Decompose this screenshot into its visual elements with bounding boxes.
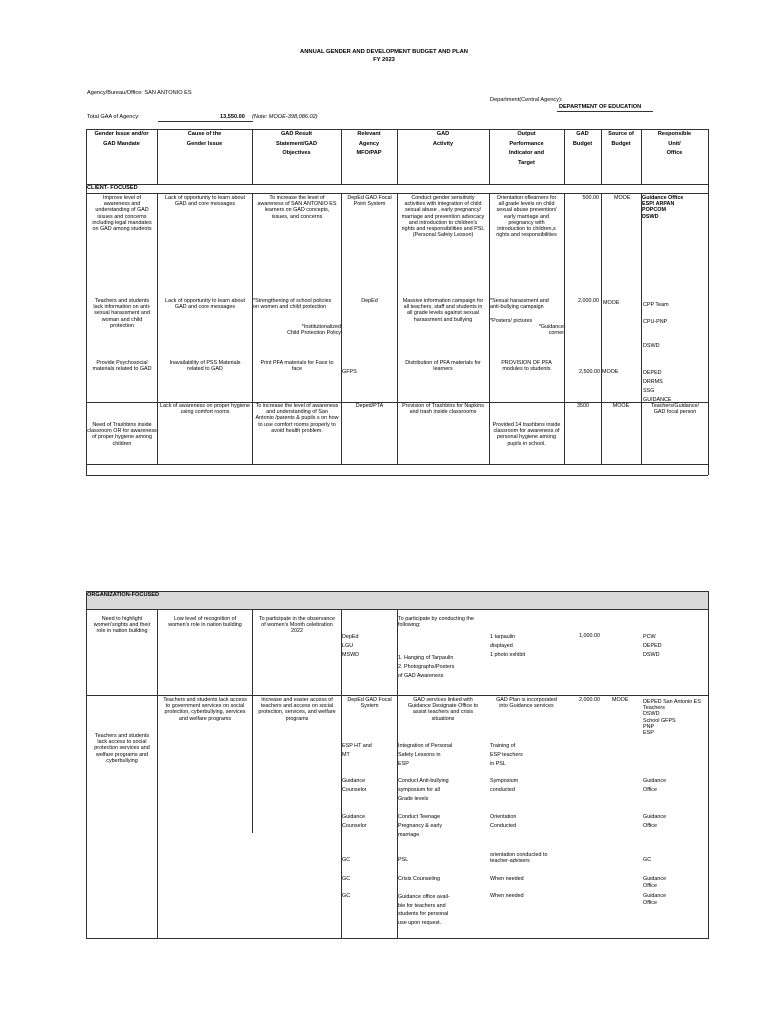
table-cell: Lack of awareness on proper hygiene using comfort rooms — [160, 403, 250, 416]
table-cell: 1,000.00 — [579, 633, 600, 639]
col-header-source: Source of Budget — [608, 131, 634, 147]
table-cell: Integration of Personal Safety Lessons in ESP — [398, 743, 453, 767]
table-cell: Crisis Counseling — [398, 876, 440, 882]
table-cell: Provided 14 trashbins inside classroom for awareness of personal hygiene among pupils in school. — [492, 422, 561, 447]
table-cell: Need of Trashbins inside classroom OR for awareness of proper hygiene among children — [87, 422, 157, 447]
table-cell: Guidance office avail- ble for teachers and students for personal use upon request. — [398, 894, 450, 926]
table-cell: Conduct Anti-bullying symposium for all Grade levels — [398, 778, 449, 802]
table-cell: DepEd — [361, 298, 378, 304]
table-cell: GC — [342, 893, 351, 899]
gaa-label: Total GAA of Agency: — [87, 114, 140, 120]
table-cell: DEPED San Antonio ES Teachers DSWD School GFPS PNP ESP — [643, 699, 701, 737]
table-cell: Guidance Office — [643, 814, 667, 829]
table-cell: Massive information campaign for all teachers, staff and students in all grade levels against sexual harassment and bullying — [402, 298, 484, 323]
gaa-note: (Note: MOOE-398,086.02) — [252, 114, 318, 120]
table-cell: 2,000.00 — [579, 697, 600, 703]
table-cell: Increase and easier access of teachers and access on social protection, services, and welfare programs — [258, 697, 336, 722]
gaa-value: 13,550.00 — [220, 114, 245, 120]
agency-label: Agency/Bureau/Office: SAN ANTONIO ES — [87, 90, 192, 96]
table-cell: Improve level of awareness and understanding of GAD issues and concerns including legal mandates on GAD among students — [92, 195, 152, 233]
col-header-office: Responsible Unit/ Office — [657, 131, 692, 156]
col-header-mfo: Relevant Agency MFO/PAP — [356, 131, 382, 156]
table-cell: CPP Team — [643, 302, 669, 308]
table-cell: Guidance Office — [643, 893, 667, 906]
table-cell: Deped/PTA — [355, 403, 384, 409]
table-cell: Guidance Counselor — [342, 814, 367, 829]
table-cell: Training of ESP teachers in PSL — [490, 743, 523, 767]
organization-focused-label: ORGANIZATION-FOCUSED — [87, 592, 159, 598]
table-cell: Distribution of PFA materials for learners — [405, 360, 481, 373]
table-cell: Provision of Trashbins for Napkins and trash inside classrooms — [402, 403, 484, 416]
table-cell: *Institutionalized Child Protection Policy — [287, 324, 341, 337]
table-cell: Guidance Office ESP/ ARPAN POPCOM DSWD — [642, 195, 684, 220]
table-cell: GC — [643, 857, 652, 863]
table-cell: Conduct gender sensitivity activities with integration of child sexual abuse , early pregnancy/ marriage and prevention advocacy and introduction to children's rights and responsibilities and PSL (Personal Safety Lesson) — [401, 195, 485, 239]
table-cell: GFPS — [342, 369, 357, 375]
client-focused-label: CLIENT- FOCUSED — [87, 185, 138, 191]
table-cell: 2,000.00 — [578, 298, 599, 304]
table-cell: Need to highlight women'srights and their role in nation building — [93, 616, 151, 635]
table-cell: PSL — [398, 857, 409, 863]
table-cell: Guidance Office — [643, 876, 667, 889]
table-cell: *Posters/ pictures — [490, 318, 533, 324]
table-cell: MOOE — [602, 369, 619, 375]
table-cell: Guidance Office — [643, 778, 667, 793]
table-cell: Print PFA materials for Face to face — [260, 360, 334, 373]
table-cell: *Sexual harassment and anti-bullying campaign — [490, 298, 549, 311]
table-cell: MOOE — [612, 697, 629, 703]
table-cell: ESP HT and MT — [342, 743, 372, 758]
table-cell: To participate in the observance of women's Month celebration 2022 — [258, 616, 336, 635]
col-header-cause: Cause of the Gender Issue — [186, 131, 223, 147]
table-cell: CPU-PNP — [643, 319, 668, 325]
table-cell: DepEd LGU MSWD — [342, 634, 360, 658]
table-cell: Lack of opportunity to learn about GAD and core messages — [164, 195, 245, 208]
table-cell: Teachers and students lack access to government services on social protection, cyberbullying, services and welfare programs — [163, 697, 247, 722]
table-cell: MOOE — [614, 195, 631, 201]
table-cell: Teachers and students lack access to social protection services and welfare programs and cyberbullying — [94, 733, 150, 764]
table-cell: To participate by conducting the following: — [398, 616, 474, 629]
col-header-budget: GAD Budget — [572, 131, 593, 147]
table-cell: DepEd GAD Focal Point System — [347, 195, 392, 208]
table-cell: Symposium conducted — [490, 778, 519, 793]
table-cell: Teachers/Guidance/ GAD focal person — [651, 403, 699, 416]
table-cell: Conduct Teenage Pregnancy & early marriage — [398, 814, 443, 838]
department-label: Department(Central Agency): — [490, 97, 563, 103]
table-cell: Teachers and students lack information on anti- sexual harassment and woman and child protection — [93, 298, 151, 329]
table-cell: Low level of recognition of women's role in nation building — [168, 616, 242, 629]
table-cell: To increase the level of awareness and understanding of San Antonio /parents & pupils s on how to use comfort rooms properly to avoid health problem. — [255, 403, 339, 434]
table-cell: *Guidance corner — [538, 324, 564, 337]
col-header-output: Output Performance Indicator and Target — [508, 131, 545, 166]
table-cell: MOOE — [612, 403, 630, 409]
table-cell: GC — [342, 876, 351, 882]
table-cell: Guidance Counselor — [342, 778, 367, 793]
col-header-gender-issue: Gender Issue and/or GAD Mandate — [94, 131, 149, 147]
table-cell: Orientation oflearners for all grade levels on child sexual abuse prevention/ early marriage and pregnancy with introduction to children,s rights and responsibilities — [496, 195, 557, 239]
fiscal-year: FY 2023 — [373, 57, 395, 63]
table-cell: Lack of opportunity to learn about GAD and core messages — [164, 298, 245, 311]
table-cell: orientation conducted to teacher-advisers — [490, 852, 548, 865]
department-value: DEPARTMENT OF EDUCATION — [559, 104, 642, 110]
table-cell: 500.00 — [582, 195, 599, 201]
table-cell: *Strengthening of school policies on women and child protection — [253, 298, 332, 311]
table-cell: GAD Plan is incorporated into Guidance services — [496, 697, 557, 710]
table-cell: GAD services linked with Guidance Designate Office to assist teachers and crisis situations — [407, 697, 479, 722]
table-cell: To increase the level of awareness of SAN ANTONIO ES learners on GAD concepts, issues, and concerns — [257, 195, 337, 220]
table-cell: When needed — [490, 876, 524, 882]
table-cell: 3500 — [577, 403, 589, 409]
table-cell: PROVISION OF PFA modules to students — [501, 360, 552, 373]
table-cell: DEPED DRRMS SSG GUIDANCE — [643, 370, 672, 403]
table-cell: DepEd GAD Focal System — [347, 697, 392, 710]
table-cell: GC — [342, 857, 351, 863]
table-cell: MOOE — [603, 300, 620, 306]
table-cell: DSWD — [643, 343, 660, 349]
table-cell: Provide Psychosocial materials related to GAD — [92, 360, 152, 373]
table-cell: 1 tarpaulin displayed 1 photo exhibit — [490, 634, 526, 658]
col-header-result: GAD Result Statement/GAD Objectives — [275, 131, 318, 156]
table-cell: When needed — [490, 893, 524, 899]
table-cell: 1. Hanging of Tarpaulin 2. Photographs/Posters of GAD Awareness — [398, 655, 455, 679]
table-cell: Inavailability of PSS Materials related to GAD — [169, 360, 241, 373]
document-title: ANNUAL GENDER AND DEVELOPMENT BUDGET AND PLAN — [300, 49, 468, 55]
table-cell: Orientation Conducted — [490, 814, 517, 829]
table-cell: PCW DEPED DSWD — [643, 634, 662, 658]
table-cell: 2,500.00 — [579, 369, 600, 375]
col-header-activity: GAD Activity — [432, 131, 454, 147]
